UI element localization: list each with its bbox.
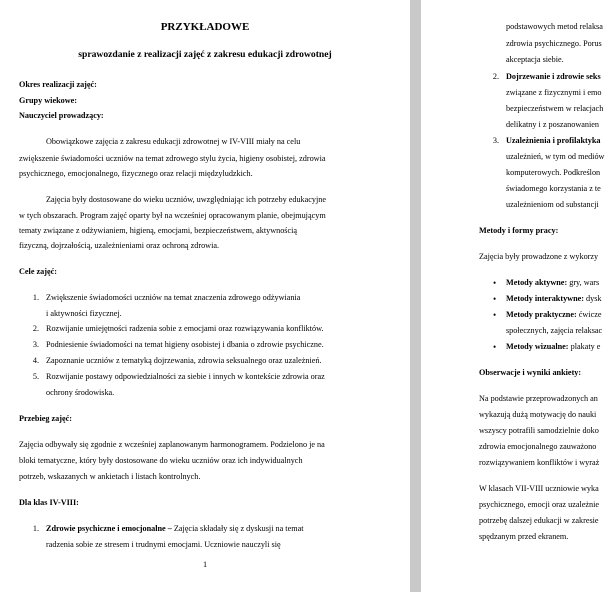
list-item-text: radzenia sobie ze stresem i trudnymi emocjami. Uczniowie nauczyli się	[46, 540, 281, 549]
body-line: uzależnieniom od substancji	[506, 200, 599, 209]
goals-heading: Cele zajęć:	[19, 267, 57, 276]
field-groups: Grupy wiekowe:	[19, 96, 77, 105]
list-item-rest: Zajęcia składały się z dyskusji na temat	[171, 524, 304, 533]
intro-line: zwiększenie świadomości uczniów na temat zdrowego stylu życia, higieny osobistej, zdrowia	[19, 154, 326, 163]
observations-heading: Obserwacje i wyniki ankiety:	[479, 368, 582, 377]
body-line: świadomego korzystania z te	[506, 184, 601, 193]
field-period: Okres realizacji zajęć:	[19, 80, 97, 89]
goal-number: 1.	[32, 293, 39, 302]
bullet-rest: ćwicze	[576, 310, 602, 319]
doc-title: PRZYKŁADOWE	[160, 21, 250, 33]
bullet-text: społecznych, zajęcia relaksac	[506, 326, 603, 335]
list-item-text	[46, 524, 303, 534]
body-line: delikatny i z poszanowanien	[506, 120, 599, 129]
body-line: podstawowych metod relaksa	[506, 22, 603, 31]
methods-heading: Metody i formy pracy:	[479, 226, 559, 235]
bullet-bold: Metody praktyczne:	[506, 310, 577, 319]
field-teacher: Nauczyciel prowadzący:	[19, 111, 104, 120]
document-page-2	[421, 0, 610, 592]
bullet-text	[506, 342, 600, 352]
course-line: potrzeb, wskazanych w ankietach i listach kontrolnych.	[19, 472, 201, 481]
goal-number: 4.	[32, 356, 39, 365]
body-line: zdrowia psychicznego. Porus	[506, 39, 602, 48]
course-heading: Przebieg zajęć:	[19, 414, 72, 423]
list-item-bold: Zdrowie psychiczne i emocjonalne –	[46, 524, 172, 533]
body-line: związane z fizycznymi i emo	[506, 88, 602, 97]
goal-number: 5.	[32, 372, 39, 381]
body-line: uzależnień, w tym od mediów	[506, 152, 605, 161]
bullet-text	[506, 294, 602, 304]
body-line: bezpieczeństwem w relacjach	[506, 104, 604, 113]
intro-line: fizyczną, dojrzałością, uzależnieniami oraz ochroną zdrowia.	[19, 241, 220, 250]
bullet-bold: Metody aktywne:	[506, 278, 568, 287]
list-number: 3.	[492, 136, 499, 145]
doc-subtitle: sprawozdanie z realizacji zajęć z zakresu edukacji zdrowotnej	[78, 49, 332, 60]
goal-text: Rozwijanie postawy odpowiedzialności za siebie i innych w kontekście zdrowia oraz	[46, 372, 325, 381]
goal-text: i aktywności fizycznej.	[46, 309, 122, 318]
list-item-bold: Uzależnienia i profilaktyka	[506, 136, 601, 145]
obs-line: wszyscy potrafili samodzielnie doko	[479, 426, 599, 435]
goal-text: Zwiększenie świadomości uczniów na temat znaczenia zdrowego odżywiania	[46, 293, 301, 302]
goal-text: Rozwijanie umiejętności radzenia sobie z emocjami oraz rozwiązywania konfliktów.	[46, 324, 324, 333]
page-number: 1	[202, 560, 208, 569]
intro-line: psychicznego, emocjonalnego, fizycznego oraz relacji międzyludzkich.	[19, 169, 253, 178]
bullet-icon: •	[493, 294, 497, 304]
bullet-rest: gry, wars	[567, 278, 600, 287]
bullet-icon: •	[493, 342, 497, 352]
goal-number: 2.	[32, 324, 39, 333]
methods-intro: Zajęcia były prowadzone z wykorzy	[479, 252, 599, 261]
list-number: 2.	[492, 72, 499, 81]
bullet-text	[506, 278, 599, 288]
list-item-bold: Dojrzewanie i zdrowie seks	[506, 72, 601, 81]
bullet-bold: Metody wizualne:	[506, 342, 569, 351]
intro-line: Zajęcia były dostosowane do wieku uczniów, uwzględniając ich potrzeby edukacyjne	[46, 195, 327, 204]
body-line: komputerowych. Podkreślon	[506, 168, 601, 177]
intro-line: w tych obszarach. Program zajęć oparty był na wcześniej opracowanym planie, obejmującym	[19, 211, 326, 220]
obs-line: potrzebę dalszej edukacji w zakresie	[479, 516, 599, 525]
bullet-icon: •	[493, 278, 497, 288]
obs-line: zdrowia emocjonalnego zauważono	[479, 442, 597, 451]
bullet-icon: •	[493, 310, 497, 320]
obs-line: rozwiązywaniem konfliktów i wyraż	[479, 458, 600, 467]
obs-line: Na podstawie przeprowadzonych an	[479, 394, 598, 403]
intro-line: tematy związane z odżywianiem, higieną, emocjami, bezpieczeństwem, aktywnością	[19, 226, 298, 235]
obs-line: psychicznego, emocji oraz uzależnie	[479, 500, 600, 509]
goal-text: Zapoznanie uczniów z tematyką dojrzewania, zdrowia seksualnego oraz uzależnień.	[46, 356, 322, 365]
obs-line: W klasach VII-VIII uczniowie wyka	[479, 484, 599, 493]
bullet-bold: Metody interaktywne:	[506, 294, 584, 303]
list-number: 1.	[32, 524, 39, 533]
goal-text: ochrony środowiska.	[46, 388, 115, 397]
bullet-text	[506, 310, 602, 320]
body-line: akceptacja siebie.	[506, 55, 564, 64]
goal-number: 3.	[32, 340, 39, 349]
obs-line: spędzanym przed ekranem.	[479, 532, 569, 541]
bullet-rest: dysk	[584, 294, 602, 303]
obs-line: wykazują dużą motywację do nauki	[479, 410, 597, 419]
course-line: Zajęcia odbywały się zgodnie z wcześniej zaplanowanym harmonogramem. Podzielono je na	[19, 440, 325, 449]
intro-line: Obowiązkowe zajęcia z zakresu edukacji zdrowotnej w IV-VIII miały na celu	[46, 137, 301, 146]
goal-text: Podniesienie świadomości na temat higieny osobistej i dbania o zdrowie psychiczne.	[46, 340, 324, 349]
classes-heading: Dla klas IV-VIII:	[19, 498, 79, 507]
bullet-rest: plakaty e	[568, 342, 601, 351]
course-line: bloki tematyczne, który były dostosowane do wieku uczniów oraz ich indywidualnych	[19, 456, 303, 465]
